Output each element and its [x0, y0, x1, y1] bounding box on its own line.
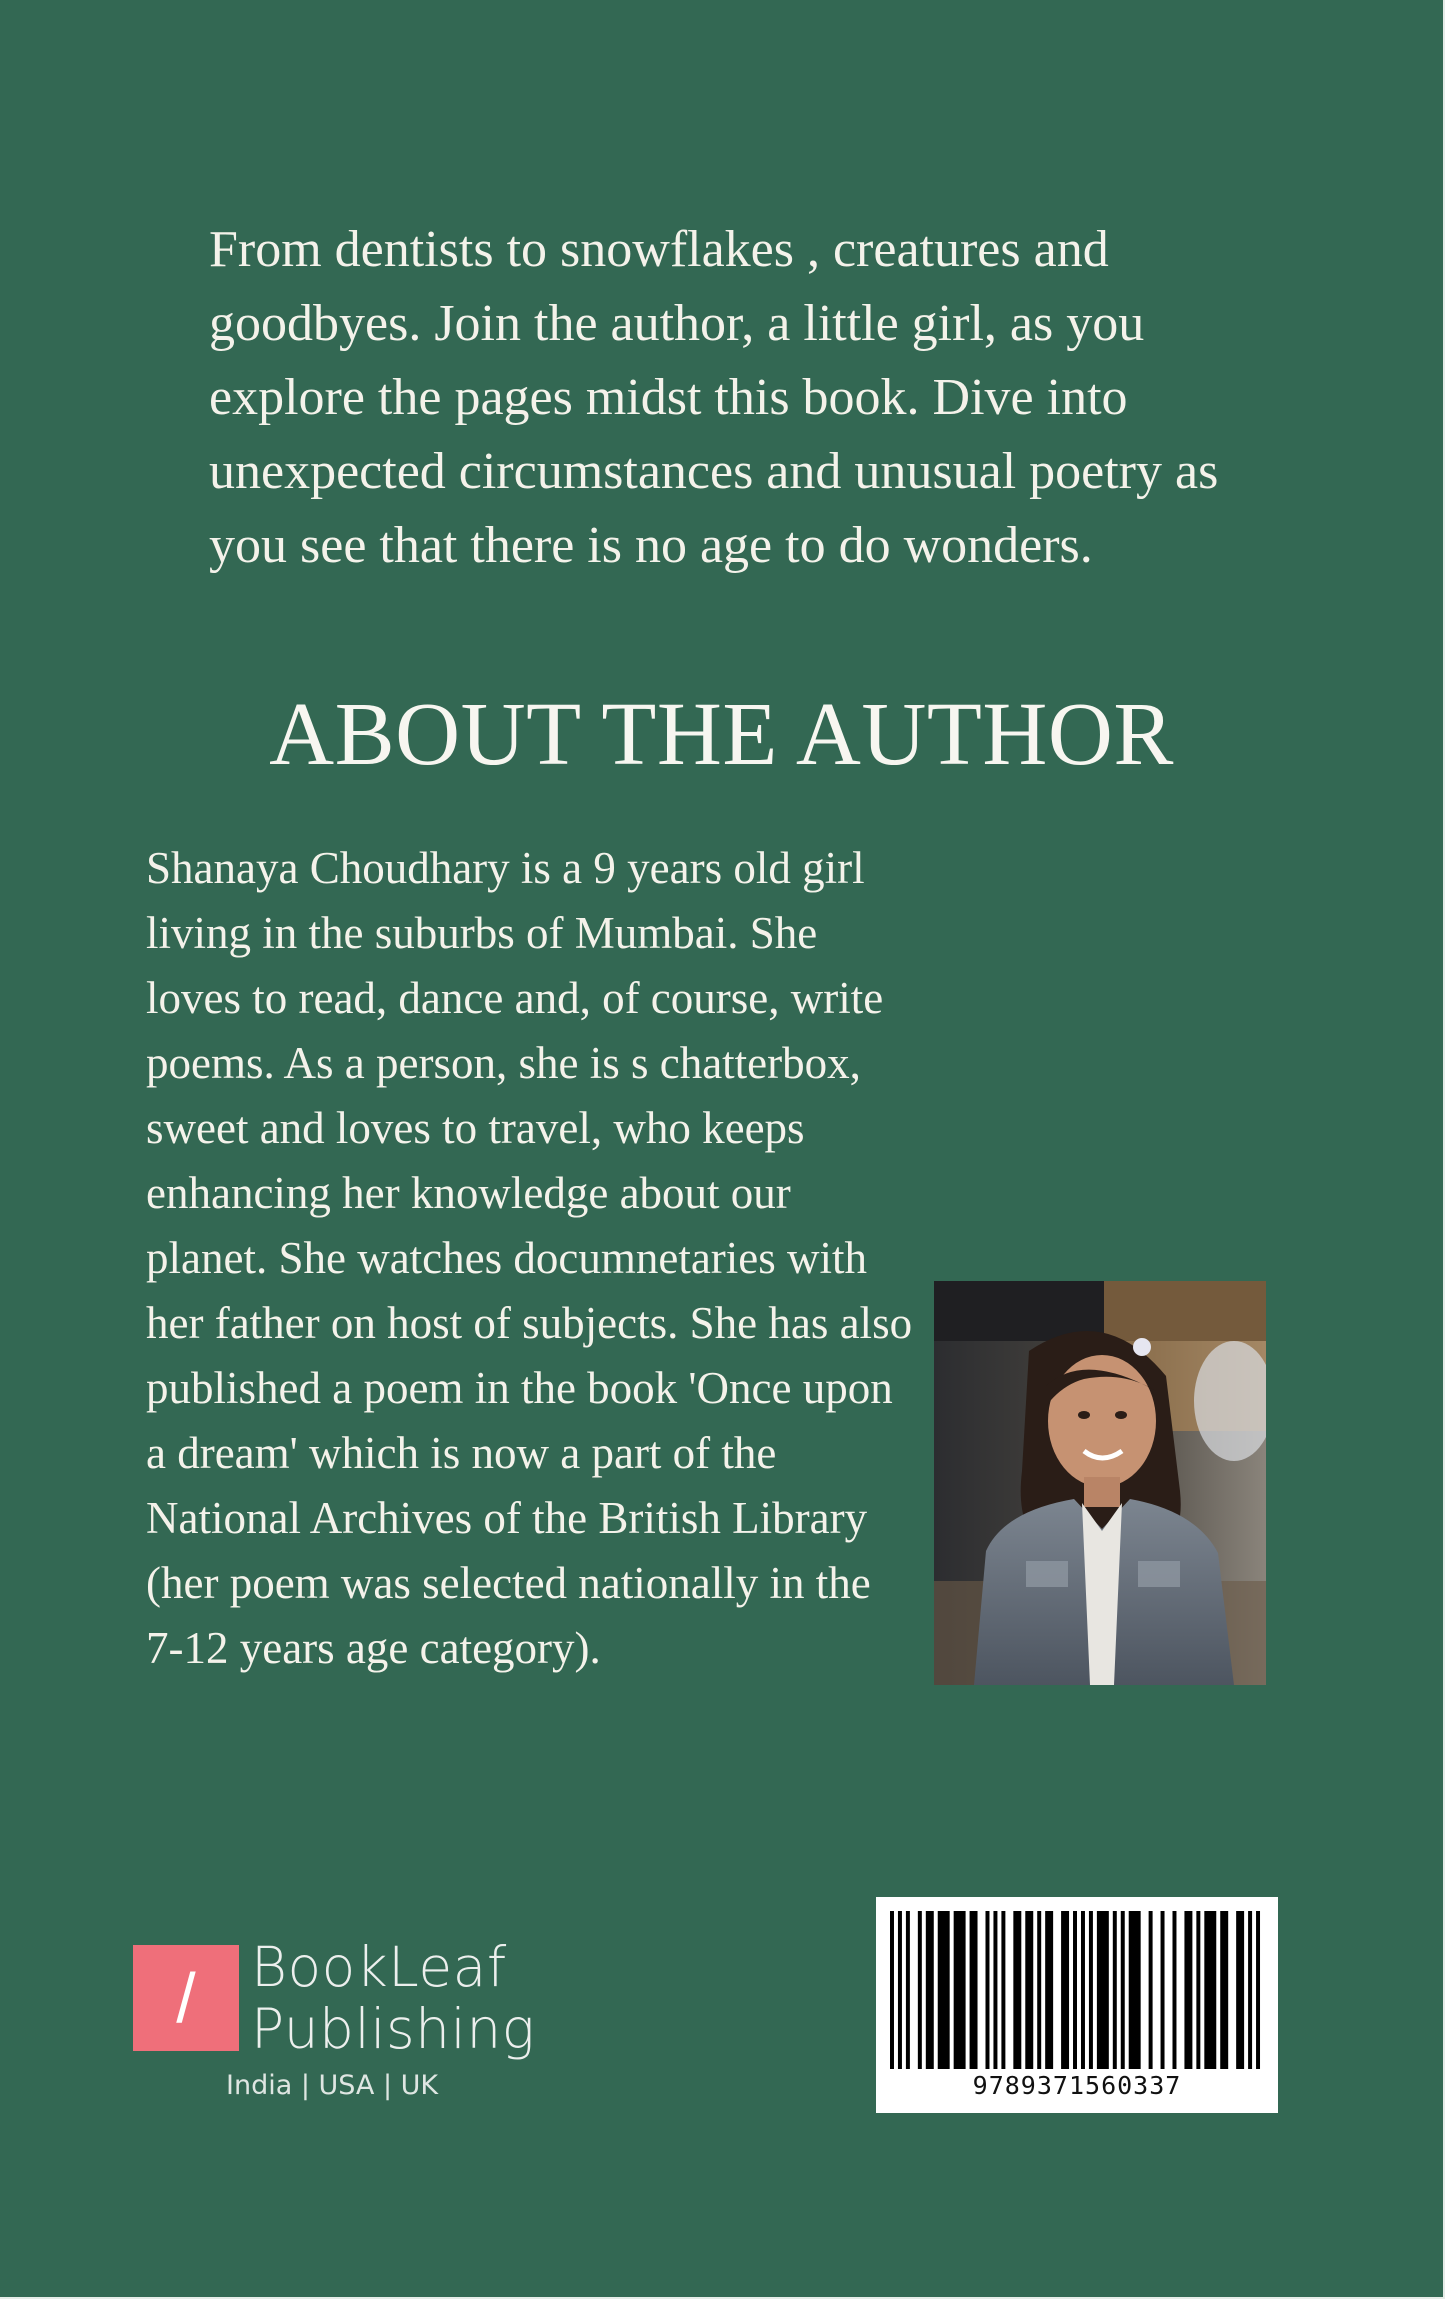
barcode-bar: [985, 1911, 989, 2069]
book-blurb: From dentists to snowflakes , creatures and goodbyes. Join the author, a little girl, as you explore the pages midst this book. Dive into unexpected circumstances and unusual poetry as you see that there is no age to do wonders.: [209, 221, 1219, 574]
barcode-bar: [1045, 1911, 1053, 2069]
barcode-bar: [1204, 1911, 1216, 2069]
barcode-bar: [1061, 1911, 1069, 2069]
publisher-slash-mark: /: [133, 1945, 239, 2051]
barcode-bar: [954, 1911, 966, 2069]
barcode-bar: [1256, 1911, 1260, 2069]
barcode-bar: [898, 1911, 902, 2069]
barcode-bar: [1081, 1911, 1085, 2069]
barcode-bar: [918, 1911, 922, 2069]
barcode-bar: [993, 1911, 997, 2069]
author-photo: [934, 1281, 1266, 1685]
barcode-bars: [890, 1911, 1264, 2069]
isbn-number: 9789371560337: [972, 2071, 1182, 2100]
barcode-bar: [938, 1911, 950, 2069]
barcode-bar: [1113, 1911, 1117, 2069]
about-author-heading: ABOUT THE AUTHOR: [269, 685, 1174, 784]
barcode-bar: [1025, 1911, 1033, 2069]
barcode-bar: [1220, 1911, 1228, 2069]
barcode-bar: [1121, 1911, 1125, 2069]
barcode-bar: [1236, 1911, 1244, 2069]
author-portrait-illustration: [934, 1281, 1266, 1685]
barcode-bar: [1248, 1911, 1252, 2069]
author-bio: Shanaya Choudhary is a 9 years old girl living in the suburbs of Mumbai. She loves to read, dance and, of course, write poems. As a person, she is s chatterbox, sweet and loves to travel, who keeps enhancing her knowledge about our planet. She watches documnetaries with her father on host of subjects. She has also published a poem in the book 'Once upon a dream' which is now a part of the National Archives of the British Library (her poem was selected nationally in the 7-12 years age category).: [146, 843, 913, 1673]
barcode-bar: [906, 1911, 910, 2069]
barcode-bar: [1013, 1911, 1021, 2069]
barcode-bar: [1129, 1911, 1141, 2069]
barcode-bar: [1001, 1911, 1005, 2069]
barcode-bar: [890, 1911, 894, 2069]
barcode-bar: [1073, 1911, 1077, 2069]
barcode-bar: [1097, 1911, 1109, 2069]
publisher-name-line1: BookLeaf: [251, 1935, 507, 1999]
barcode-bar: [1037, 1911, 1041, 2069]
publisher-logo: [133, 1935, 553, 2112]
barcode-bar: [1172, 1911, 1176, 2069]
barcode-bar: [1161, 1911, 1165, 2069]
isbn-barcode: [876, 1897, 1278, 2113]
publisher-name: [251, 1936, 535, 2060]
barcode-bar: [970, 1911, 978, 2069]
barcode-bar: [1089, 1911, 1093, 2069]
barcode-bar: [926, 1911, 934, 2069]
barcode-bar: [1184, 1911, 1192, 2069]
publisher-name-line2: Publishing: [251, 1997, 536, 2061]
barcode-bar: [1149, 1911, 1153, 2069]
barcode-bar: [1196, 1911, 1200, 2069]
publisher-regions: India | USA | UK: [226, 2070, 439, 2101]
